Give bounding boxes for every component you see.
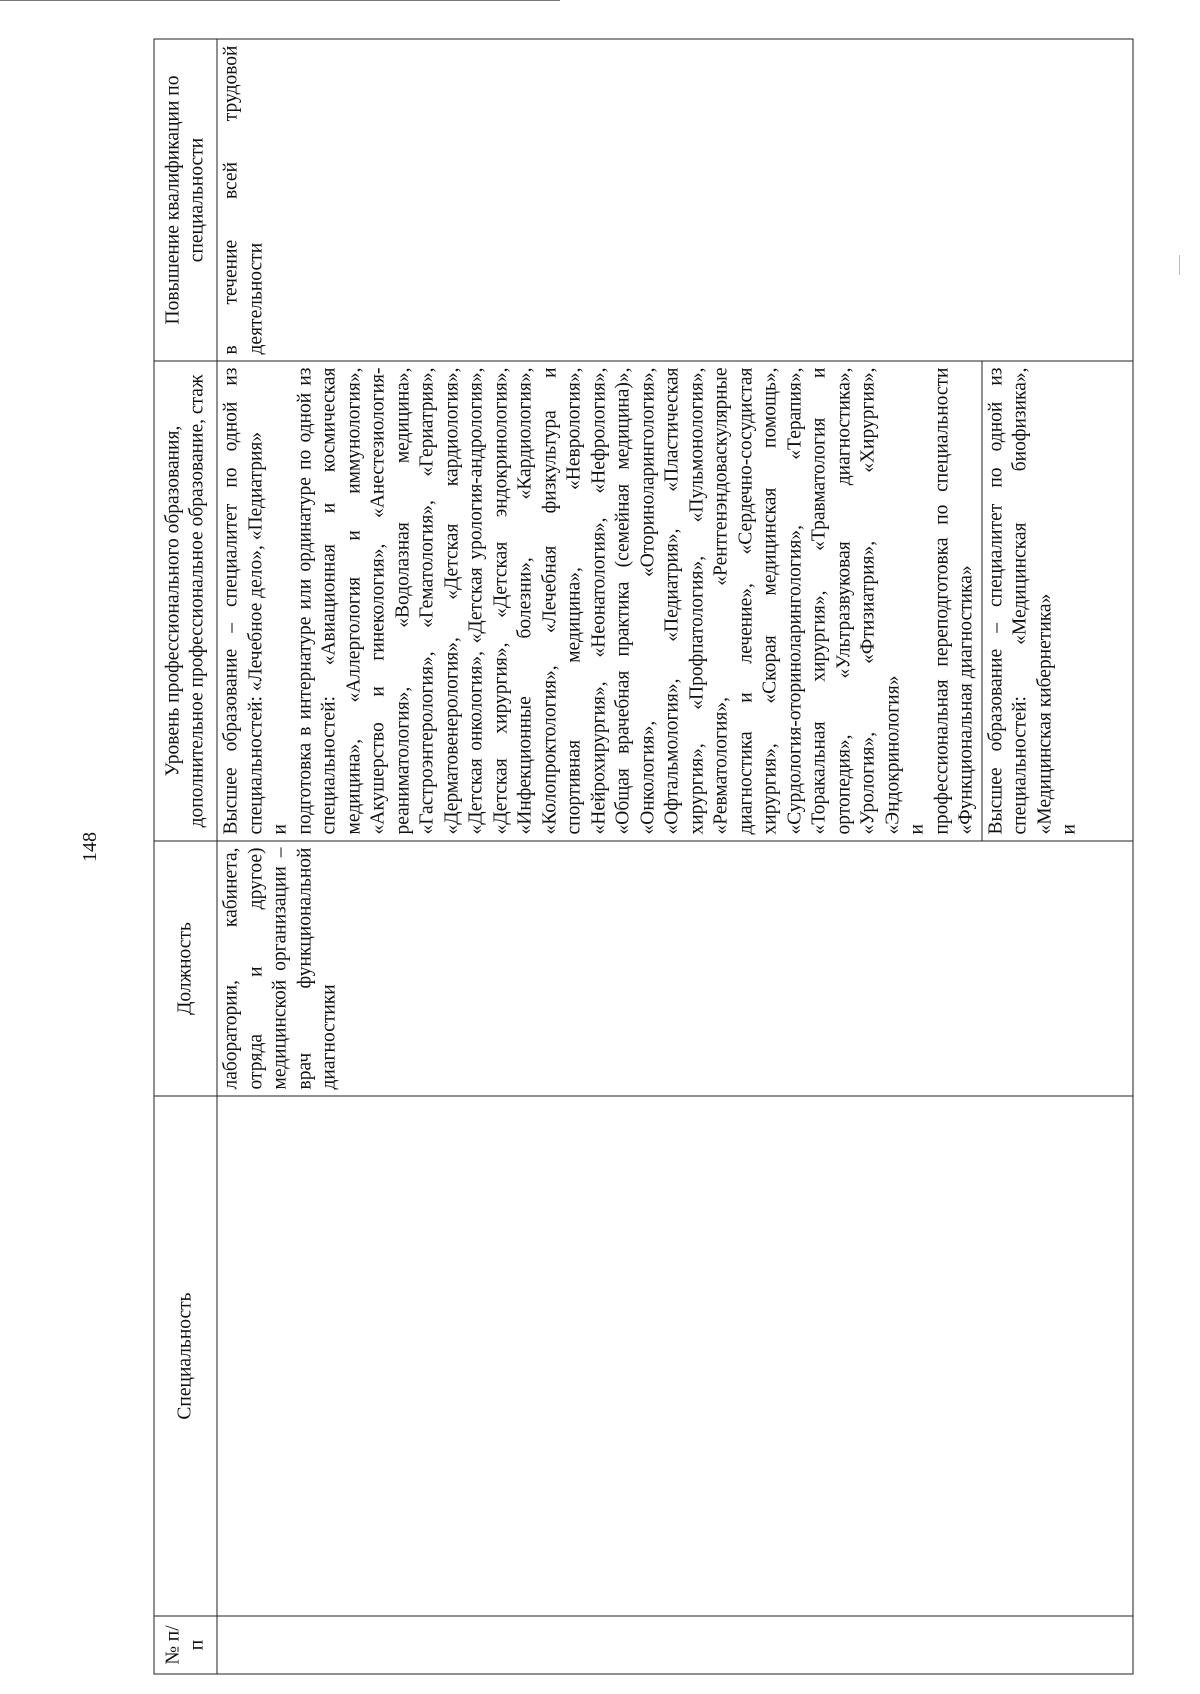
scan-mark: [1179, 255, 1180, 275]
cell-position: лаборатории, кабинета, отряда и другое) медицинской организации – врач функциональной диагностики: [217, 841, 1133, 1096]
table-header-row: [154, 39, 217, 1674]
edu1-para-5: профессиональная переподготовка по специальности «Функциональная диагностика»: [930, 367, 976, 835]
edu2-para-1: Высшее образование – специалитет по одной из специальностей: «Медицинская биофизика», «Медицинская кибернетика»: [984, 367, 1055, 835]
header-specialty: Специальность: [154, 1096, 217, 1616]
header-education: Уровень профессионального образования, дополнительное профессиональное образование, стаж: [154, 361, 217, 841]
header-qualification: Повышение квалификации по специальности: [154, 39, 217, 361]
header-position: Должность: [154, 841, 217, 1096]
education-block-2: [981, 362, 1084, 841]
page-number: 148: [79, 832, 101, 862]
table-row: [217, 39, 1133, 1674]
scan-edge-line: [0, 0, 560, 1]
edu2-para-2: и: [1058, 824, 1079, 835]
edu1-para-4: и: [906, 824, 927, 835]
edu1-para-1: Высшее образование – специалитет по одной из специальностей: «Лечебное дело», «Педиатрия»: [220, 367, 266, 835]
cell-specialty: [217, 1096, 1133, 1616]
cell-qualification: в течение всей трудовой деятельности: [217, 39, 1133, 361]
header-number: № п/п: [154, 1616, 217, 1674]
edu1-para-3: подготовка в интернатуре или ординатуре по одной из специальностей: «Авиационная и космическая медицина», «Аллергология и иммунология», «Акушерство и гинекология», «Анестезиология-реаниматология», «Водолазная медицина», «Гастроэнтерология», «Гематология», «Гериатрия», «Дерматовенерология», «Детская кардиология», «Детская онкология», «Детская урология-андрология», «Детская хирургия», «Детская эндокринология», «Инфекционные болезни», «Кардиология», «Колопроктология», «Лечебная физкультура и спортивная медицина», «Неврология», «Нейрохирургия», «Неонатология», «Нефрология», «Общая врачебная практика (семейная медицина)», «Онкология», «Оториноларингология», «Офтальмология», «Педиатрия», «Пластическая хирургия», «Профпатология», «Пульмонология», «Ревматология», «Рентгенэндоваскулярные диагностика и лечение», «Сердечно-сосудистая хирургия», «Скорая медицинская помощь», «Сурдология-оториноларингология», «Терапия», «Торакальная хирургия», «Травматология и ортопедия», «Ультразвуковая диагностика», «Урология», «Фтизиатрия», «Хирургия», «Эндокринология»: [293, 367, 903, 835]
qualification-table: [153, 39, 1133, 1675]
education-block-1: [217, 362, 981, 841]
edu1-para-2: и: [269, 824, 290, 835]
cell-number: [217, 1616, 1133, 1674]
rotated-page: [153, 40, 1133, 1675]
cell-education: [217, 361, 1133, 841]
